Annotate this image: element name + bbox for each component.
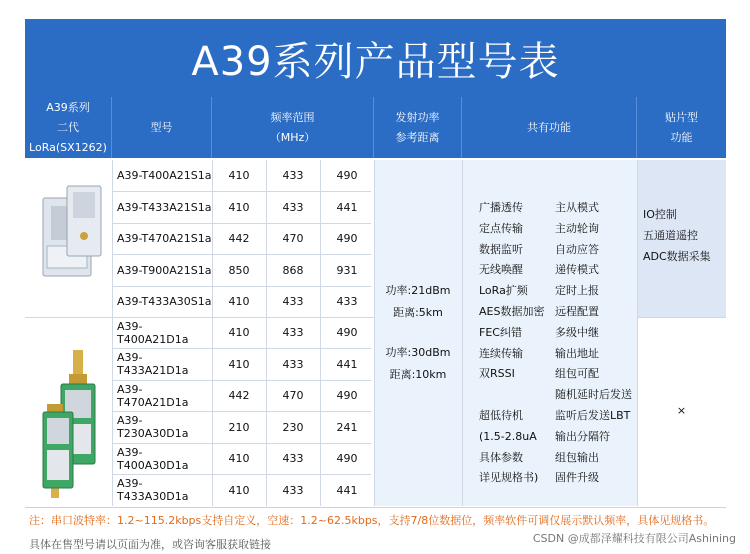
distance-5km: 距离:5km [393, 306, 443, 319]
header-freq-line1: 频率范围 [270, 110, 315, 124]
smd-module-image [37, 180, 107, 300]
feature-item: 详见规格书) [479, 471, 539, 485]
model-cell: A39-T400A21S1a [117, 169, 212, 182]
feature-item: 双RSSI [479, 367, 515, 381]
feature-item: 多级中继 [555, 325, 599, 339]
smd-feature-item: 五通道遥控 [643, 228, 698, 242]
header-series-line1: A39系列 [46, 100, 90, 114]
smd-feature-item: IO控制 [643, 208, 677, 221]
freq-default-cell: 433 [282, 200, 304, 214]
feature-item: 递传模式 [555, 263, 599, 277]
freq-max-cell: 931 [336, 263, 358, 277]
features-left-list [479, 198, 544, 489]
header-power-line1: 发射功率 [395, 110, 440, 124]
power-column-bg [374, 160, 462, 506]
feature-item: FEC纠错 [479, 325, 522, 339]
freq-default-cell: 433 [282, 357, 304, 371]
features-right-list [555, 198, 632, 489]
watermark-credit: CSDN @成都泽耀科技有限公司Ashining [532, 532, 736, 545]
header-series-line3: LoRa(SX1262) [29, 140, 107, 154]
feature-item: 超低待机 [479, 408, 523, 422]
header-model-label: 型号 [150, 120, 173, 134]
model-cell: A39-T470A21D1a [117, 382, 189, 409]
feature-item: (1.5-2.8uA [479, 429, 537, 443]
freq-default-cell: 470 [282, 232, 304, 245]
footnote: 注：串口波特率：1.2~115.2kbps支持自定义，空速：1.2~62.5kbps，支持7/8位数据位，频率软件可调仅展示默认频率，具体见规格书。 [25, 507, 726, 531]
header-common [462, 97, 637, 158]
freq-default-cell: 470 [282, 389, 304, 402]
feature-item: 广播透传 [479, 201, 523, 214]
bottom-text: 具体在售型号请以页面为准，或咨询客服获取链接 [29, 538, 271, 551]
freq-max-cell: 441 [336, 483, 358, 497]
feature-item: AES数据加密 [479, 304, 545, 318]
feature-item: 固件升级 [555, 471, 599, 485]
feature-item: 组包可配 [555, 367, 599, 381]
header-series-line2: 二代 [57, 120, 79, 134]
feature-item: 组包输出 [555, 450, 599, 464]
freq-min-cell: 410 [228, 295, 250, 308]
model-cell: A39-T900A21S1a [117, 263, 212, 277]
freq-max-cell: 490 [336, 389, 358, 402]
feature-item: 无线唤醒 [479, 263, 523, 277]
smd-feature-item: ADC数据采集 [643, 249, 711, 263]
feature-item: 主从模式 [555, 201, 599, 214]
freq-max-cell: 241 [336, 420, 358, 434]
freq-default-cell: 433 [282, 326, 304, 339]
freq-min-cell: 410 [228, 483, 250, 497]
freq-max-cell: 441 [336, 357, 358, 371]
model-cell: A39-T433A30D1a [117, 477, 189, 503]
header-smd-line1: 贴片型 [665, 110, 698, 124]
feature-item: 远程配置 [555, 304, 599, 318]
dip-not-applicable-mark: × [676, 403, 687, 417]
freq-min-cell: 410 [228, 326, 250, 339]
feature-item: LoRa扩频 [479, 284, 528, 298]
feature-item: 定时上报 [555, 284, 599, 298]
header-smd-line2: 功能 [670, 130, 693, 144]
freq-max-cell: 490 [336, 452, 358, 465]
model-cell: A39-T400A21D1a [117, 319, 189, 346]
model-cell: A39-T470A21S1a [117, 232, 212, 245]
feature-item: 定点传输 [479, 221, 523, 235]
feature-item [479, 385, 544, 406]
freq-max-cell: 490 [336, 326, 358, 339]
freq-min-cell: 850 [228, 263, 250, 277]
page-title: A39系列产品型号表 [25, 19, 726, 97]
distance-10km: 距离:10km [389, 368, 447, 381]
freq-min-cell: 410 [228, 357, 250, 371]
feature-item: 随机延时后发送 [555, 388, 632, 402]
dip-module-image [39, 350, 109, 500]
freq-default-cell: 230 [282, 420, 304, 434]
freq-max-cell: 433 [336, 295, 358, 308]
freq-max-cell: 441 [336, 200, 358, 214]
header-power-line2: 参考距离 [395, 130, 440, 144]
power-21dbm: 功率:21dBm [385, 284, 451, 297]
freq-min-cell: 442 [228, 232, 250, 245]
header-smd [637, 97, 726, 158]
freq-min-cell: 210 [228, 420, 250, 434]
feature-item: 具体参数 [479, 450, 523, 464]
header-freq-line2: （MHz） [269, 130, 316, 144]
header-power [374, 97, 462, 158]
freq-min-cell: 410 [228, 200, 250, 214]
freq-min-cell: 410 [228, 169, 250, 182]
freq-default-cell: 433 [282, 295, 304, 308]
freq-default-cell: 433 [282, 452, 304, 465]
feature-item: 自动应答 [555, 242, 599, 256]
freq-default-cell: 868 [282, 263, 304, 277]
freq-max-cell: 490 [336, 169, 358, 182]
feature-item: 主动轮询 [555, 221, 599, 235]
header-model [112, 97, 212, 158]
header-common-label: 共有功能 [527, 120, 571, 134]
feature-item: 输出分隔符 [555, 429, 610, 443]
header-series [25, 97, 112, 158]
model-cell: A39-T230A30D1a [117, 414, 189, 440]
smd-features-list [643, 205, 711, 267]
feature-item: 连续传输 [479, 346, 523, 360]
feature-item: 监听后发送LBT [555, 408, 631, 422]
header-frequency [212, 97, 374, 158]
model-cell: A39-T400A30D1a [117, 445, 189, 472]
model-cell: A39-T433A30S1a [117, 295, 212, 308]
model-cell: A39-T433A21S1a [117, 200, 212, 214]
freq-default-cell: 433 [282, 169, 304, 182]
freq-min-cell: 410 [228, 452, 250, 465]
power-30dbm: 功率:30dBm [385, 346, 451, 359]
model-cell: A39-T433A21D1a [117, 351, 189, 377]
product-table [25, 160, 726, 506]
freq-min-cell: 442 [228, 389, 250, 402]
freq-default-cell: 433 [282, 483, 304, 497]
freq-max-cell: 490 [336, 232, 358, 245]
feature-item: 输出地址 [555, 346, 599, 360]
feature-item: 数据监听 [479, 242, 523, 256]
